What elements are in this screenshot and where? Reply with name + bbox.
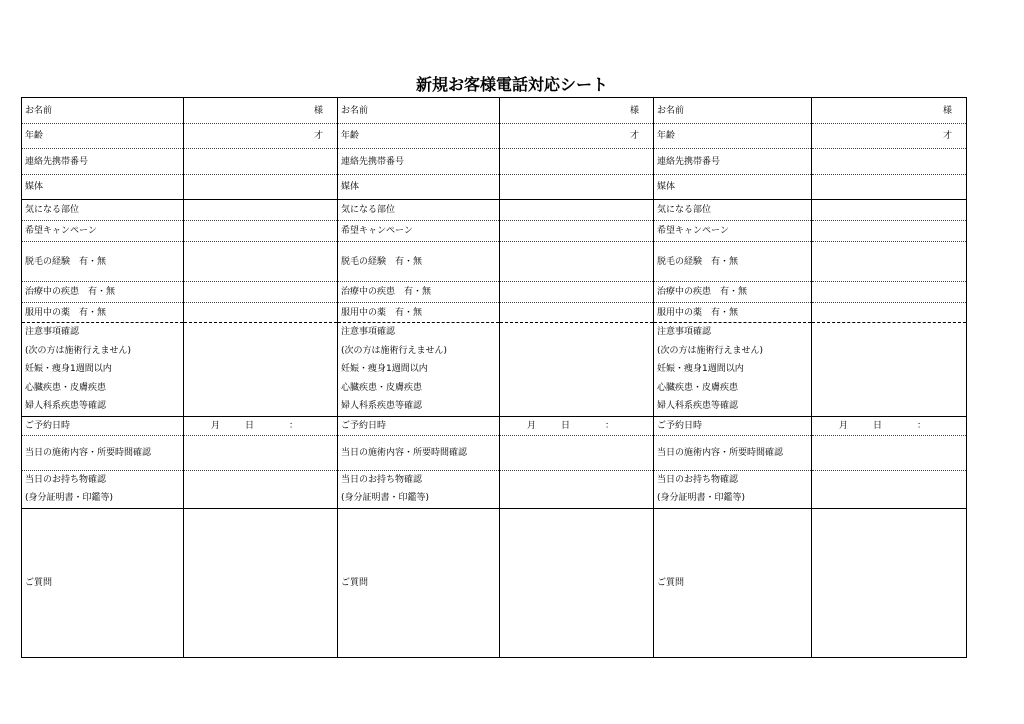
- value-medicine-3[interactable]: [812, 303, 967, 323]
- belongings-line: 当日のお持ち物確認: [657, 474, 739, 485]
- reservation-month: 月: [527, 420, 537, 431]
- caution-line: 心臓疾患・皮膚疾患: [657, 382, 739, 393]
- value-treatment-1[interactable]: [184, 435, 338, 470]
- reservation-colon: ：: [289, 420, 299, 431]
- row-caution: [22, 323, 967, 417]
- value-hair-2[interactable]: [500, 242, 654, 282]
- caution-line: (次の方は施術行えません): [657, 345, 764, 356]
- label-name-3: お名前: [654, 98, 812, 124]
- reservation-day: 日: [873, 420, 883, 431]
- value-reservation-3[interactable]: [812, 416, 967, 435]
- label-disease-1: 治療中の疾患 有・無: [22, 282, 184, 303]
- value-caution-1[interactable]: [184, 323, 338, 417]
- label-questions-2: ご質問: [338, 508, 500, 657]
- value-hair-3[interactable]: [812, 242, 967, 282]
- value-questions-1[interactable]: [184, 508, 338, 657]
- value-phone-3[interactable]: [812, 149, 967, 175]
- row-concern: [22, 200, 967, 221]
- label-questions-1: ご質問: [22, 508, 184, 657]
- caution-line: 心臓疾患・皮膚疾患: [25, 382, 107, 393]
- value-phone-1[interactable]: [184, 149, 338, 175]
- label-phone-3: 連絡先携帯番号: [654, 149, 812, 175]
- reservation-month: 月: [839, 420, 849, 431]
- label-belongings-1: [22, 470, 184, 508]
- label-phone-1: 連絡先携帯番号: [22, 149, 184, 175]
- label-media-3: 媒体: [654, 175, 812, 200]
- caution-line: (次の方は施術行えません): [25, 345, 132, 356]
- label-media-1: 媒体: [22, 175, 184, 200]
- label-concern-1: 気になる部位: [22, 200, 184, 221]
- label-age-2: 年齢: [338, 124, 500, 149]
- value-media-2[interactable]: [500, 175, 654, 200]
- row-age: [22, 124, 967, 149]
- caution-line: 妊娠・痩身1週間以内: [25, 364, 112, 374]
- label-hair-3: 脱毛の経験 有・無: [654, 242, 812, 282]
- row-questions: [22, 508, 967, 657]
- label-campaign-1: 希望キャンペーン: [22, 221, 184, 242]
- label-age-3: 年齢: [654, 124, 812, 149]
- label-age-1: 年齢: [22, 124, 184, 149]
- label-concern-2: 気になる部位: [338, 200, 500, 221]
- value-belongings-1[interactable]: [184, 470, 338, 508]
- label-name-2: お名前: [338, 98, 500, 124]
- value-hair-1[interactable]: [184, 242, 338, 282]
- value-concern-2[interactable]: [500, 200, 654, 221]
- row-hair: [22, 242, 967, 282]
- label-media-2: 媒体: [338, 175, 500, 200]
- label-medicine-3: 服用中の薬 有・無: [654, 303, 812, 323]
- caution-line: 妊娠・痩身1週間以内: [341, 364, 428, 374]
- label-campaign-3: 希望キャンペーン: [654, 221, 812, 242]
- row-disease: [22, 282, 967, 303]
- value-media-3[interactable]: [812, 175, 967, 200]
- row-media: [22, 175, 967, 200]
- page-title: 新規お客様電話対応シート: [415, 75, 608, 94]
- value-age-3[interactable]: 才: [812, 124, 967, 149]
- value-medicine-1[interactable]: [184, 303, 338, 323]
- value-campaign-1[interactable]: [184, 221, 338, 242]
- label-caution-1: [22, 323, 184, 417]
- label-hair-2: 脱毛の経験 有・無: [338, 242, 500, 282]
- caution-line: 注意事項確認: [657, 327, 712, 337]
- value-phone-2[interactable]: [500, 149, 654, 175]
- belongings-line: 当日のお持ち物確認: [25, 474, 107, 485]
- label-concern-3: 気になる部位: [654, 200, 812, 221]
- label-questions-3: ご質問: [654, 508, 812, 657]
- caution-line: 心臓疾患・皮膚疾患: [341, 382, 423, 393]
- value-questions-3[interactable]: [812, 508, 967, 657]
- value-medicine-2[interactable]: [500, 303, 654, 323]
- label-hair-1: 脱毛の経験 有・無: [22, 242, 184, 282]
- label-reservation-1: ご予約日時: [22, 416, 184, 435]
- reservation-month: 月: [211, 420, 221, 431]
- label-medicine-2: 服用中の薬 有・無: [338, 303, 500, 323]
- value-reservation-2[interactable]: [500, 416, 654, 435]
- label-disease-3: 治療中の疾患 有・無: [654, 282, 812, 303]
- caution-line: 婦人科系疾患等確認: [25, 401, 107, 411]
- caution-line: 婦人科系疾患等確認: [657, 401, 739, 411]
- value-reservation-1[interactable]: [184, 416, 338, 435]
- label-treatment-1: 当日の施術内容・所要時間確認: [22, 435, 184, 470]
- label-medicine-1: 服用中の薬 有・無: [22, 303, 184, 323]
- value-treatment-3[interactable]: [812, 435, 967, 470]
- row-campaign: [22, 221, 967, 242]
- row-treatment: [22, 435, 967, 470]
- label-caution-2: [338, 323, 500, 417]
- reservation-colon: ：: [605, 420, 615, 431]
- belongings-line: (身分証明書・印鑑等): [25, 493, 114, 503]
- label-name-1: お名前: [25, 105, 53, 116]
- label-campaign-2: 希望キャンペーン: [338, 221, 500, 242]
- label-treatment-2: 当日の施術内容・所要時間確認: [338, 435, 500, 470]
- belongings-line: (身分証明書・印鑑等): [341, 493, 430, 503]
- value-questions-2[interactable]: [500, 508, 654, 657]
- value-concern-1[interactable]: [184, 200, 338, 221]
- label-phone-2: 連絡先携帯番号: [338, 149, 500, 175]
- reservation-colon: ：: [917, 420, 927, 431]
- caution-line: (次の方は施術行えません): [341, 345, 448, 356]
- value-disease-2[interactable]: [500, 282, 654, 303]
- value-age-1[interactable]: 才: [184, 124, 338, 149]
- value-campaign-3[interactable]: [812, 221, 967, 242]
- value-caution-2[interactable]: [500, 323, 654, 417]
- value-campaign-2[interactable]: [500, 221, 654, 242]
- reservation-day: 日: [245, 420, 255, 431]
- value-age-2[interactable]: 才: [500, 124, 654, 149]
- label-disease-2: 治療中の疾患 有・無: [338, 282, 500, 303]
- value-name-1[interactable]: 様: [184, 98, 338, 124]
- value-disease-1[interactable]: [184, 282, 338, 303]
- caution-line: 婦人科系疾患等確認: [341, 401, 423, 411]
- caution-line: 注意事項確認: [25, 327, 80, 337]
- label-reservation-3: ご予約日時: [654, 416, 812, 435]
- value-name-3[interactable]: 様: [812, 98, 967, 124]
- value-belongings-2[interactable]: [500, 470, 654, 508]
- row-name: [22, 98, 967, 124]
- label-treatment-3: 当日の施術内容・所要時間確認: [654, 435, 812, 470]
- value-name-2[interactable]: 様: [500, 98, 654, 124]
- label-reservation-2: ご予約日時: [338, 416, 500, 435]
- label-caution-3: [654, 323, 812, 417]
- row-belongings: [22, 470, 967, 508]
- belongings-line: 当日のお持ち物確認: [341, 474, 423, 485]
- caution-line: 妊娠・痩身1週間以内: [657, 364, 744, 374]
- caution-line: 注意事項確認: [341, 327, 396, 337]
- value-treatment-2[interactable]: [500, 435, 654, 470]
- value-caution-3[interactable]: [812, 323, 967, 417]
- label-belongings-2: [338, 470, 500, 508]
- phone-sheet-table: [21, 97, 967, 658]
- reservation-day: 日: [561, 420, 571, 431]
- row-reservation: [22, 416, 967, 435]
- label-belongings-3: [654, 470, 812, 508]
- belongings-line: (身分証明書・印鑑等): [657, 493, 746, 503]
- value-belongings-3[interactable]: [812, 470, 967, 508]
- value-media-1[interactable]: [184, 175, 338, 200]
- value-disease-3[interactable]: [812, 282, 967, 303]
- value-concern-3[interactable]: [812, 200, 967, 221]
- row-phone: [22, 149, 967, 175]
- row-medicine: [22, 303, 967, 323]
